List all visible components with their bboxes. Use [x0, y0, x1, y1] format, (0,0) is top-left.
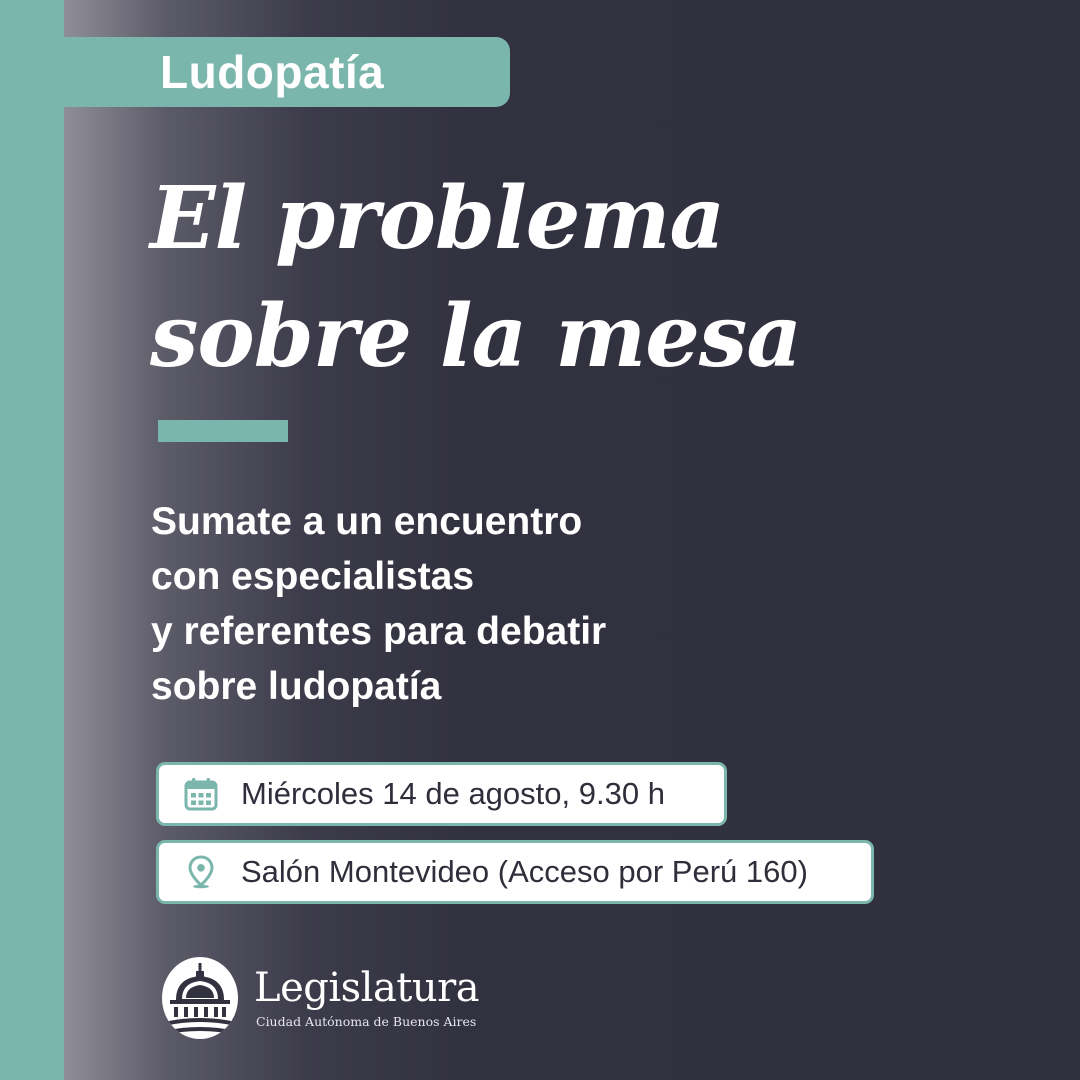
organization-name: Legislatura [254, 965, 480, 1011]
map-pin-icon [181, 852, 221, 892]
event-location-text: Salón Montevideo (Acceso por Perú 160) [241, 854, 808, 889]
accent-stripe [0, 0, 64, 1080]
description-line: y referentes para debatir [151, 610, 607, 653]
headline-line: El problema [150, 168, 725, 269]
organization-subtitle: Ciudad Autónoma de Buenos Aires [256, 1014, 477, 1029]
event-location-pill [156, 840, 874, 904]
accent-divider [158, 420, 288, 442]
category-tag [64, 37, 510, 107]
legislature-dome-logo [160, 956, 240, 1040]
description-line: Sumate a un encuentro [151, 500, 583, 543]
event-description [151, 494, 951, 714]
category-label: Ludopatía [160, 46, 385, 98]
headline [150, 160, 1050, 396]
description-line: sobre ludopatía [151, 665, 442, 708]
description-line: con especialistas [151, 555, 475, 598]
event-date-pill [156, 762, 727, 826]
event-date-text: Miércoles 14 de agosto, 9.30 h [241, 776, 665, 811]
headline-line: sobre la mesa [150, 286, 802, 387]
calendar-icon [181, 774, 221, 814]
